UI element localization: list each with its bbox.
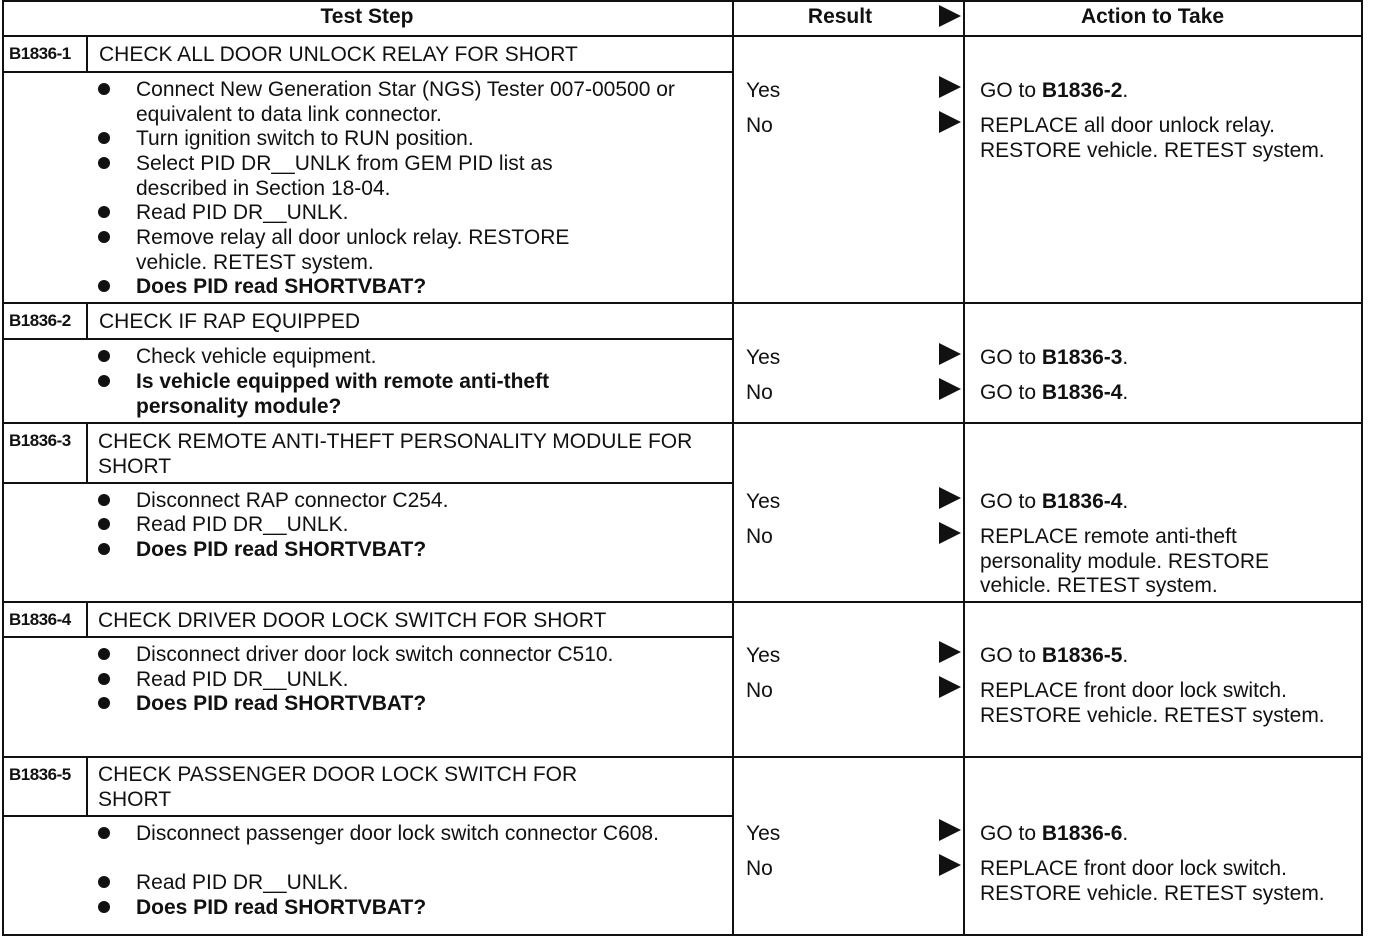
action-no: REPLACE remote anti-theft personality module. RESTORE vehicle. RETEST system. xyxy=(980,525,1270,597)
bullet-icon xyxy=(96,668,112,684)
header-arrow-icon xyxy=(939,5,961,27)
header-result: Result xyxy=(807,5,873,28)
bullet-icon xyxy=(96,513,112,529)
bullet-icon xyxy=(96,822,112,838)
id-divider xyxy=(86,36,88,72)
arrow-icon xyxy=(939,854,961,876)
result-yes: Yes xyxy=(746,79,781,102)
result-yes: Yes xyxy=(746,346,781,369)
action-yes: GO to B1836-2. xyxy=(980,79,1129,102)
step-bullet: Read PID DR__UNLK. xyxy=(96,513,716,538)
step-title: CHECK PASSENGER DOOR LOCK SWITCH FOR SHORT xyxy=(98,763,578,811)
step-bullet: Check vehicle equipment. xyxy=(96,345,716,370)
step-bullet-question: Does PID read SHORTVBAT? xyxy=(96,275,716,300)
step-bullet: Disconnect RAP connector C254. xyxy=(96,489,716,514)
header-test-step: Test Step xyxy=(320,5,414,28)
row-separator xyxy=(2,422,1362,424)
id-divider xyxy=(86,303,88,339)
step-link: B1836-5 xyxy=(1041,644,1123,667)
title-separator xyxy=(2,636,732,638)
bullet-icon xyxy=(96,127,112,143)
title-separator xyxy=(2,815,732,817)
table-bottom-border xyxy=(2,934,1362,936)
bullet-icon xyxy=(96,489,112,505)
result-yes: Yes xyxy=(746,644,781,667)
result-yes: Yes xyxy=(746,822,781,845)
step-id: B1836-5 xyxy=(9,765,71,784)
bullet-icon xyxy=(96,152,112,168)
bullet-icon xyxy=(96,643,112,659)
step-title: CHECK REMOTE ANTI-THEFT PERSONALITY MODULE FOR SHORT xyxy=(98,430,693,478)
bullet-icon xyxy=(96,345,112,361)
id-divider xyxy=(86,602,88,637)
id-divider xyxy=(86,423,88,483)
header-bottom-border xyxy=(2,35,1362,37)
action-yes: GO to B1836-4. xyxy=(980,490,1129,513)
bullet-icon xyxy=(96,692,112,708)
step-bullet: Read PID DR__UNLK. xyxy=(96,668,716,693)
step-id: B1836-4 xyxy=(9,610,71,629)
bullet-icon xyxy=(96,871,112,887)
id-divider xyxy=(86,757,88,816)
row-separator xyxy=(2,601,1362,603)
bullet-icon xyxy=(96,538,112,554)
step-id: B1836-3 xyxy=(9,431,71,450)
arrow-icon xyxy=(939,111,961,133)
result-no: No xyxy=(746,525,773,548)
arrow-icon xyxy=(939,522,961,544)
bullet-icon xyxy=(96,226,112,242)
table-top-border xyxy=(2,0,1362,2)
result-yes: Yes xyxy=(746,490,781,513)
bullet-icon xyxy=(96,201,112,217)
step-title: CHECK ALL DOOR UNLOCK RELAY FOR SHORT xyxy=(99,43,578,66)
step-bullet: Disconnect passenger door lock switch connector C608. xyxy=(96,822,716,872)
arrow-icon xyxy=(939,76,961,98)
step-link: B1836-3 xyxy=(1041,346,1123,369)
action-yes: GO to B1836-5. xyxy=(980,644,1129,667)
step-link: B1836-6 xyxy=(1041,822,1123,845)
step-bullet: Select PID DR__UNLK from GEM PID list as described in Section 18-04. xyxy=(96,152,716,202)
step-bullet: Remove relay all door unlock relay. RESTORE vehicle. RETEST system. xyxy=(96,226,716,276)
title-separator xyxy=(2,338,732,340)
step-id: B1836-1 xyxy=(9,44,71,63)
column-divider-result xyxy=(732,0,734,936)
table-left-border xyxy=(2,0,4,936)
action-no: REPLACE front door lock switch. RESTORE vehicle. RETEST system. xyxy=(980,857,1325,905)
action-yes: GO to B1836-3. xyxy=(980,346,1129,369)
result-no: No xyxy=(746,114,773,137)
step-bullet-question: Does PID read SHORTVBAT? xyxy=(96,692,716,717)
step-bullet: Read PID DR__UNLK. xyxy=(96,201,716,226)
arrow-icon xyxy=(939,819,961,841)
step-bullet-question: Does PID read SHORTVBAT? xyxy=(96,896,716,921)
step-bullet: Disconnect driver door lock switch connector C510. xyxy=(96,643,716,668)
bullet-icon xyxy=(96,896,112,912)
step-bullet: Read PID DR__UNLK. xyxy=(96,871,716,896)
arrow-icon xyxy=(939,676,961,698)
step-title: CHECK DRIVER DOOR LOCK SWITCH FOR SHORT xyxy=(98,609,607,632)
bullet-icon xyxy=(96,275,112,291)
step-link: B1836-4 xyxy=(1041,381,1123,404)
row-separator xyxy=(2,302,1362,304)
action-no: REPLACE all door unlock relay. RESTORE vehicle. RETEST system. xyxy=(980,114,1325,162)
step-link: B1836-2 xyxy=(1041,79,1123,102)
row-separator xyxy=(2,756,1362,758)
arrow-icon xyxy=(939,378,961,400)
bullet-icon xyxy=(96,78,112,94)
step-bullet-question: Does PID read SHORTVBAT? xyxy=(96,538,716,563)
action-no: GO to B1836-4. xyxy=(980,381,1129,404)
step-bullet: Turn ignition switch to RUN position. xyxy=(96,127,716,152)
step-link: B1836-4 xyxy=(1041,490,1123,513)
step-title: CHECK IF RAP EQUIPPED xyxy=(99,310,361,333)
arrow-icon xyxy=(939,343,961,365)
result-no: No xyxy=(746,857,773,880)
step-bullet: Connect New Generation Star (NGS) Tester 007-00500 or equivalent to data link connector. xyxy=(96,78,716,128)
bullet-icon xyxy=(96,370,112,386)
arrow-icon xyxy=(939,641,961,663)
table-right-border xyxy=(1361,0,1363,936)
step-id: B1836-2 xyxy=(9,311,71,330)
title-separator xyxy=(2,482,732,484)
header-action: Action to Take xyxy=(1080,5,1225,28)
action-yes: GO to B1836-6. xyxy=(980,822,1129,845)
result-no: No xyxy=(746,381,773,404)
column-divider-action xyxy=(963,0,965,936)
title-separator xyxy=(2,71,732,73)
arrow-icon xyxy=(939,487,961,509)
step-bullet-question: Is vehicle equipped with remote anti-theft personality module? xyxy=(96,370,716,420)
result-no: No xyxy=(746,679,773,702)
action-no: REPLACE front door lock switch. RESTORE vehicle. RETEST system. xyxy=(980,679,1325,727)
